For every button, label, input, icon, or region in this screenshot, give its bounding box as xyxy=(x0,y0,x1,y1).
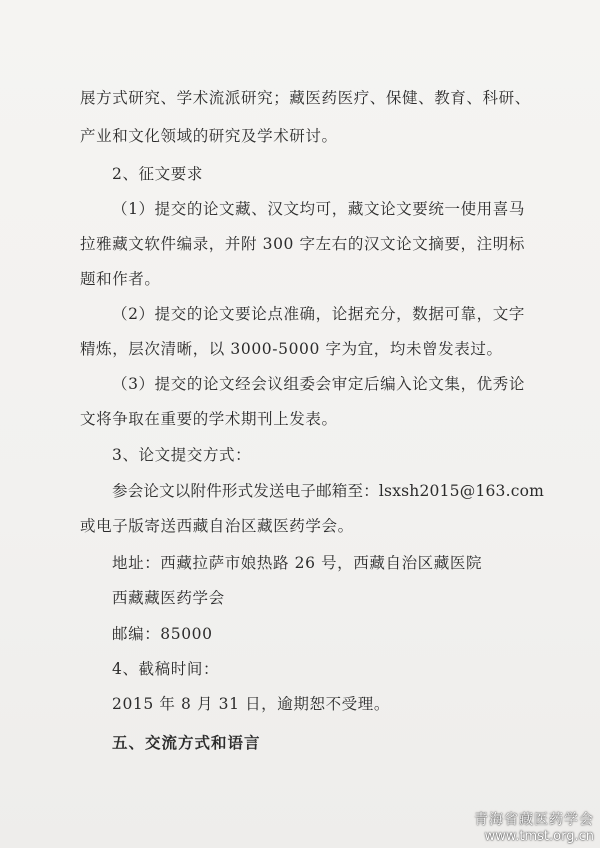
section-heading-exchange: 五、交流方式和语言 xyxy=(112,733,261,752)
requirement-2-line-1: （2）提交的论文要论点准确，论据充分，数据可靠，文字 xyxy=(112,305,525,323)
postcode-line: 邮编：85000 xyxy=(112,625,213,643)
requirement-1-line-1: （1）提交的论文藏、汉文均可，藏文论文要统一使用喜马 xyxy=(112,200,525,218)
requirement-3-line-2: 文将争取在重要的学术期刊上发表。 xyxy=(80,410,338,428)
requirement-1-line-2: 拉雅藏文软件编录，并附 300 字左右的汉文论文摘要，注明标 xyxy=(80,235,525,253)
body-line-2: 产业和文化领域的研究及学术研讨。 xyxy=(80,127,338,145)
submission-email-line: 参会论文以附件形式发送电子邮箱至：lsxsh2015@163.com xyxy=(112,482,545,500)
watermark-url: www.tmst.org.cn xyxy=(484,829,594,844)
section-heading-requirements: 2、征文要求 xyxy=(112,165,203,183)
deadline-line: 2015 年 8 月 31 日，逾期恕不受理。 xyxy=(112,695,390,713)
submission-mail-line: 或电子版寄送西藏自治区藏医药学会。 xyxy=(80,517,354,535)
site-watermark xyxy=(474,812,594,844)
requirement-1-line-3: 题和作者。 xyxy=(80,270,161,288)
address-line: 地址：西藏拉萨市娘热路 26 号，西藏自治区藏医院 xyxy=(112,554,483,572)
requirement-3-line-1: （3）提交的论文经会议组委会审定后编入论文集，优秀论 xyxy=(112,375,525,393)
watermark-name: 青海省藏医药学会 xyxy=(474,812,594,828)
requirement-2-line-2: 精炼，层次清晰，以 3000-5000 字为宜，均未曾发表过。 xyxy=(80,340,503,358)
body-line-1: 展方式研究、学术流派研究；藏医药医疗、保健、教育、科研、 xyxy=(80,89,531,107)
section-heading-deadline: 4、截稿时间： xyxy=(112,660,220,678)
section-heading-submission: 3、论文提交方式： xyxy=(112,446,252,464)
organization-line: 西藏藏医药学会 xyxy=(112,589,225,607)
